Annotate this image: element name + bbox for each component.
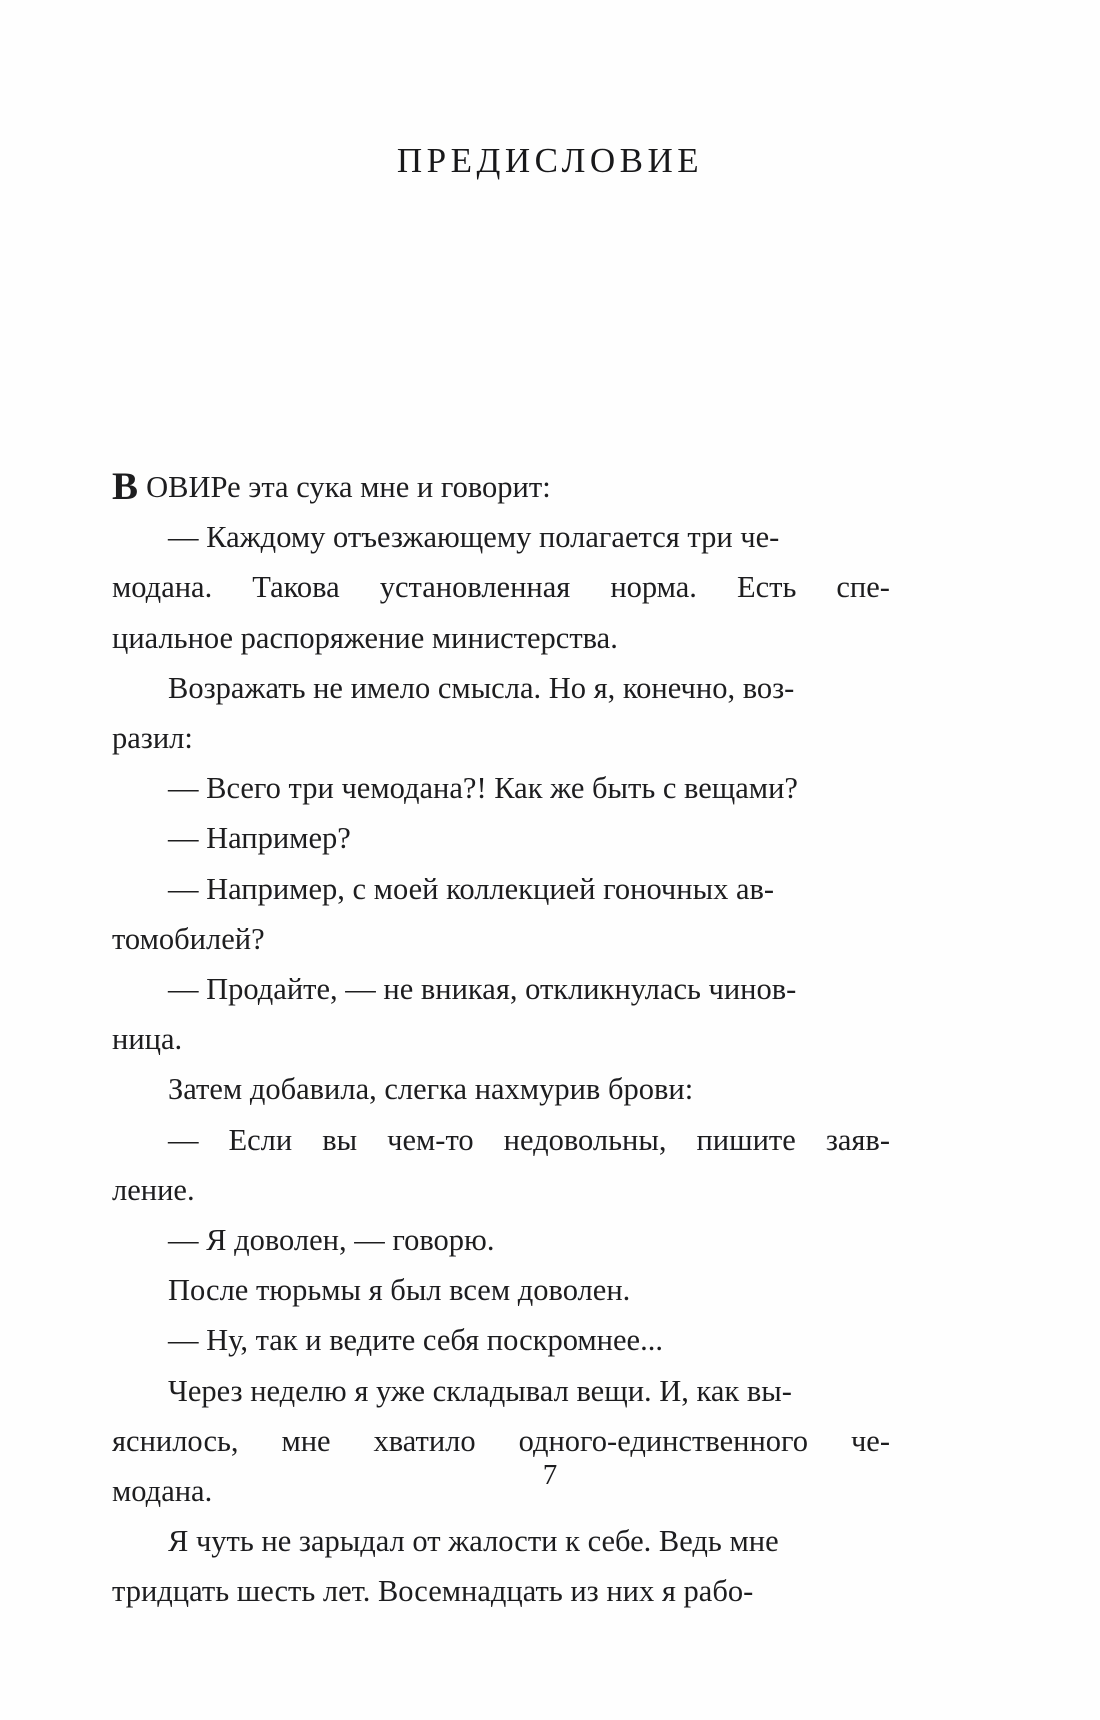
word: одного-единственного <box>518 1423 809 1458</box>
text-line <box>112 813 890 863</box>
drop-cap: В <box>112 465 139 508</box>
text-line <box>112 1265 890 1315</box>
text-line <box>112 613 890 663</box>
text-line <box>112 1315 890 1365</box>
text-line-content: — Например, с моей коллекцией гоночных ав- <box>168 871 775 906</box>
word: Если <box>228 1122 293 1157</box>
text-line-content: ница. <box>112 1022 183 1057</box>
text-line <box>112 713 890 763</box>
text-line <box>112 964 890 1014</box>
text-line-content: Через неделю я уже складывал вещи. И, как вы- <box>168 1373 792 1408</box>
text-line <box>112 512 890 562</box>
text-line-content: Затем добавила, слегка нахмурив брови: <box>168 1072 694 1107</box>
text-line-content: модана. <box>112 1474 213 1509</box>
text-line <box>112 1014 890 1064</box>
text-line-content: разил: <box>112 721 193 756</box>
word: модана. <box>112 570 213 605</box>
text-line-content: Я чуть не зарыдал от жалости к себе. Ведь мне <box>168 1524 779 1559</box>
word: норма. <box>610 570 697 605</box>
text-line-content: ление. <box>112 1172 195 1207</box>
word: яснилось, <box>112 1423 239 1458</box>
word: чем-то <box>387 1122 474 1157</box>
text-line-content: — Ну, так и ведите себя поскромнее... <box>168 1323 663 1358</box>
text-line <box>112 864 890 914</box>
word: Такова <box>252 570 340 605</box>
word: спе- <box>836 570 890 605</box>
text-line <box>112 1366 890 1416</box>
text-line <box>112 562 890 612</box>
text-line <box>112 914 890 964</box>
text-line <box>112 1064 890 1114</box>
body-text <box>112 462 890 1617</box>
text-line <box>112 462 890 512</box>
text-line-content: Возражать не имело смысла. Но я, конечно, воз- <box>168 670 795 705</box>
text-line <box>112 1115 890 1165</box>
text-line-content: — Каждому отъезжающему полагается три че- <box>168 520 780 555</box>
em-dash: — <box>168 1122 199 1157</box>
word: хватило <box>373 1423 476 1458</box>
word: пишите <box>696 1122 796 1157</box>
word: мне <box>281 1423 331 1458</box>
text-line-content: — Например? <box>168 821 351 856</box>
text-line-content: тридцать шесть лет. Восемнадцать из них я рабо- <box>112 1574 754 1609</box>
text-line-content: — Я доволен, — говорю. <box>168 1223 495 1258</box>
text-line-content: — Всего три чемодана?! Как же быть с вещами? <box>168 771 798 806</box>
text-line-content: циальное распоряжение министерства. <box>112 620 618 655</box>
page-number: 7 <box>542 1459 558 1491</box>
word: установленная <box>379 570 571 605</box>
word: Есть <box>736 570 797 605</box>
text-line-content: ОВИРе эта сука мне и говорит: <box>146 470 551 504</box>
word: че- <box>850 1423 890 1458</box>
text-line <box>112 1566 890 1616</box>
text-line <box>112 763 890 813</box>
page-title: ПРЕДИСЛОВИЕ <box>396 141 704 181</box>
word: вы <box>322 1122 358 1157</box>
text-line <box>112 1215 890 1265</box>
text-line-content: После тюрьмы я был всем доволен. <box>168 1273 631 1308</box>
text-line-content: томобилей? <box>112 921 265 956</box>
text-line-content: — Продайте, — не вникая, откликнулась чинов- <box>168 972 797 1007</box>
text-line <box>112 1516 890 1566</box>
text-line <box>112 1165 890 1215</box>
text-line <box>112 663 890 713</box>
word: недовольны, <box>503 1122 667 1157</box>
word: заяв- <box>825 1122 890 1157</box>
